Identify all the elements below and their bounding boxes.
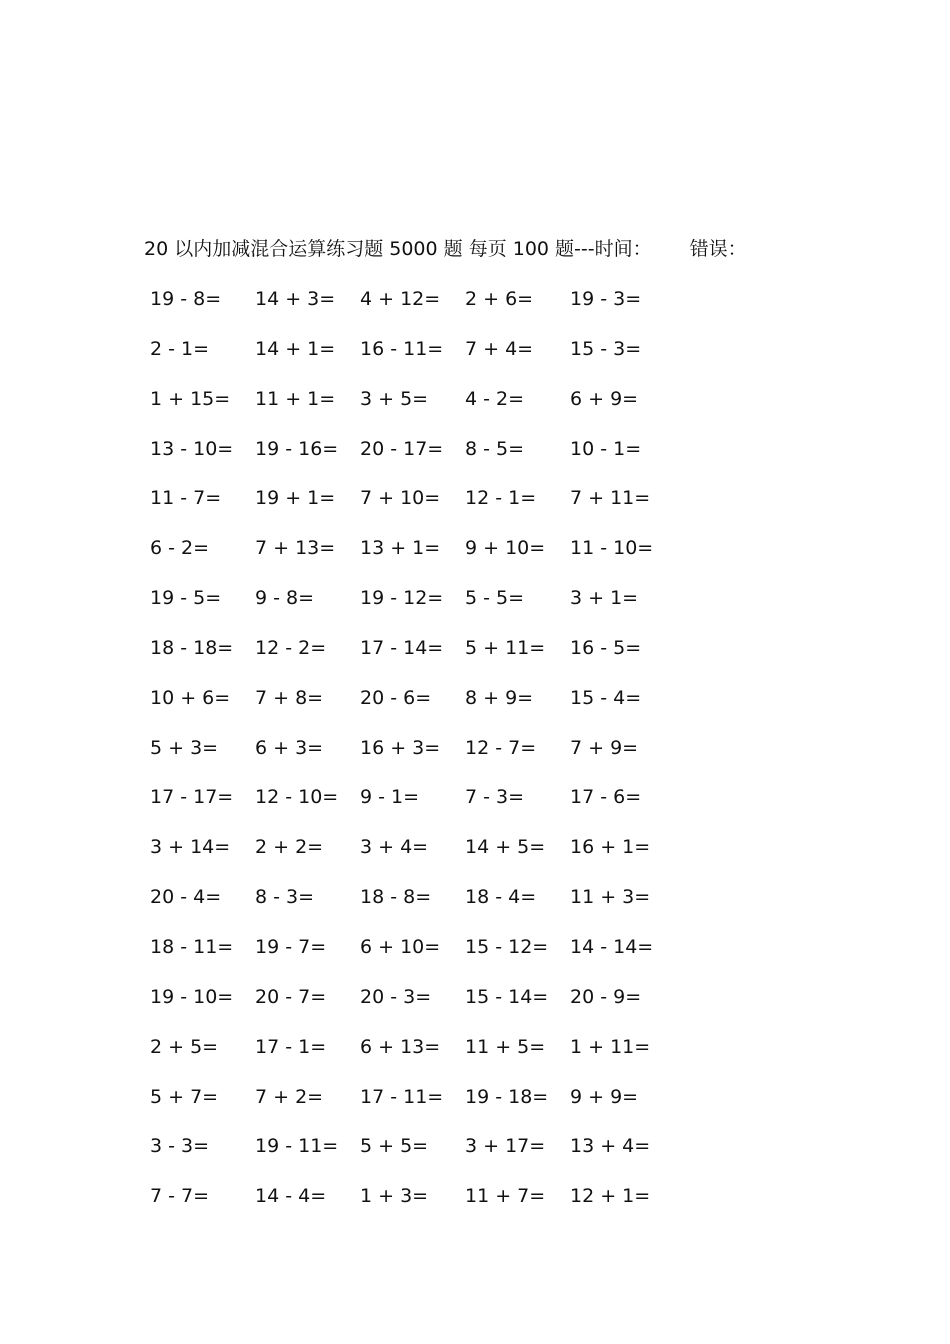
problem-item: 7 + 4= [465,337,534,360]
problem-item: 15 - 3= [570,337,642,360]
problem-item: 4 + 12= [360,288,441,310]
problem-item: 12 + 1= [570,1185,651,1208]
problem-item: 2 + 6= [465,288,534,310]
problem-row [0,633,950,683]
problem-row [0,882,950,932]
problem-item: 2 + 5= [150,1035,219,1058]
problem-item: 8 + 9= [465,686,534,709]
problem-item: 11 + 5= [465,1035,546,1058]
problem-row [0,533,950,583]
problem-item: 3 + 17= [465,1135,546,1158]
problem-item: 7 + 11= [570,487,651,510]
problem-item: 5 + 5= [360,1135,429,1158]
problem-item: 9 + 10= [465,537,546,560]
problem-item: 5 + 7= [150,1085,219,1108]
problem-item: 16 - 11= [360,337,444,360]
problem-item: 17 - 17= [150,786,234,809]
problem-item: 15 - 12= [465,935,549,958]
problem-item: 6 - 2= [150,537,210,560]
problem-item: 18 - 8= [360,886,432,909]
problem-item: 19 - 7= [255,935,327,958]
problem-item: 12 - 1= [465,487,537,510]
problem-item: 1 + 3= [360,1185,429,1208]
problem-item: 17 - 1= [255,1035,327,1058]
problem-item: 13 + 4= [570,1135,651,1158]
problem-row [0,434,950,484]
problem-item: 7 + 8= [255,686,324,709]
problem-item: 19 - 3= [570,288,642,310]
problem-item: 6 + 3= [255,736,324,759]
problem-row [0,284,950,334]
problem-item: 3 - 3= [150,1135,210,1158]
problem-item: 3 + 14= [150,836,231,859]
problem-item: 7 + 9= [570,736,639,759]
problem-row [0,583,950,633]
problem-item: 18 - 11= [150,935,234,958]
problem-item: 19 - 18= [465,1085,549,1108]
problem-item: 8 - 3= [255,886,315,909]
problem-item: 12 - 2= [255,636,327,659]
problem-item: 19 + 1= [255,487,336,510]
problem-item: 16 + 3= [360,736,441,759]
problem-item: 7 + 2= [255,1085,324,1108]
problem-item: 9 + 9= [570,1085,639,1108]
problem-item: 9 - 1= [360,786,420,809]
problem-item: 7 - 3= [465,786,525,809]
problem-item: 19 - 8= [150,288,222,310]
problem-item: 5 + 11= [465,636,546,659]
problem-item: 15 - 14= [465,985,549,1008]
problem-item: 14 + 3= [255,288,336,310]
problem-row [0,334,950,384]
problem-item: 7 + 10= [360,487,441,510]
problem-item: 5 - 5= [465,587,525,610]
problem-item: 6 + 9= [570,387,639,410]
problem-item: 12 - 10= [255,786,339,809]
problem-row [0,683,950,733]
problem-item: 10 - 1= [570,437,642,460]
problem-row [0,384,950,434]
problem-row [0,733,950,783]
problem-item: 20 - 4= [150,886,222,909]
problem-row [0,782,950,832]
problem-item: 16 + 1= [570,836,651,859]
problem-item: 11 + 1= [255,387,336,410]
problem-row [0,832,950,882]
problem-row [0,932,950,982]
problem-row [0,1032,950,1082]
problem-item: 9 - 8= [255,587,315,610]
problem-item: 15 - 4= [570,686,642,709]
problem-item: 14 - 4= [255,1185,327,1208]
problem-item: 14 + 5= [465,836,546,859]
problem-item: 8 - 5= [465,437,525,460]
problem-item: 11 - 10= [570,537,654,560]
problem-item: 11 + 3= [570,886,651,909]
problem-item: 11 - 7= [150,487,222,510]
problem-item: 7 - 7= [150,1185,210,1208]
problem-item: 16 - 5= [570,636,642,659]
problem-row [0,982,950,1032]
problem-item: 13 + 1= [360,537,441,560]
problem-item: 19 - 5= [150,587,222,610]
problem-item: 20 - 6= [360,686,432,709]
problem-item: 6 + 10= [360,935,441,958]
problem-item: 17 - 6= [570,786,642,809]
problem-item: 13 - 10= [150,437,234,460]
problem-item: 2 + 2= [255,836,324,859]
problem-item: 3 + 1= [570,587,639,610]
problem-row [0,1181,950,1231]
problem-item: 10 + 6= [150,686,231,709]
problem-item: 14 - 14= [570,935,654,958]
problem-item: 1 + 11= [570,1035,651,1058]
problem-item: 4 - 2= [465,387,525,410]
problem-item: 12 - 7= [465,736,537,759]
problem-item: 17 - 14= [360,636,444,659]
problem-item: 3 + 5= [360,387,429,410]
problem-item: 14 + 1= [255,337,336,360]
problem-item: 20 - 7= [255,985,327,1008]
worksheet-header [144,234,747,264]
problem-item: 20 - 3= [360,985,432,1008]
problem-grid [0,284,950,1231]
problem-item: 19 - 12= [360,587,444,610]
problem-item: 11 + 7= [465,1185,546,1208]
problem-item: 20 - 9= [570,985,642,1008]
problem-row [0,1131,950,1181]
problem-item: 5 + 3= [150,736,219,759]
problem-item: 3 + 4= [360,836,429,859]
problem-row [0,1082,950,1132]
worksheet-title: 20 以内加减混合运算练习题 5000 题 每页 100 题---时间： [144,238,652,260]
problem-item: 18 - 18= [150,636,234,659]
problem-item: 18 - 4= [465,886,537,909]
problem-item: 19 - 11= [255,1135,339,1158]
problem-item: 17 - 11= [360,1085,444,1108]
problem-item: 19 - 16= [255,437,339,460]
problem-row [0,483,950,533]
error-label: 错误： [689,238,747,260]
problem-item: 19 - 10= [150,985,234,1008]
problem-item: 1 + 15= [150,387,231,410]
problem-item: 7 + 13= [255,537,336,560]
problem-item: 6 + 13= [360,1035,441,1058]
problem-item: 2 - 1= [150,337,210,360]
problem-item: 20 - 17= [360,437,444,460]
